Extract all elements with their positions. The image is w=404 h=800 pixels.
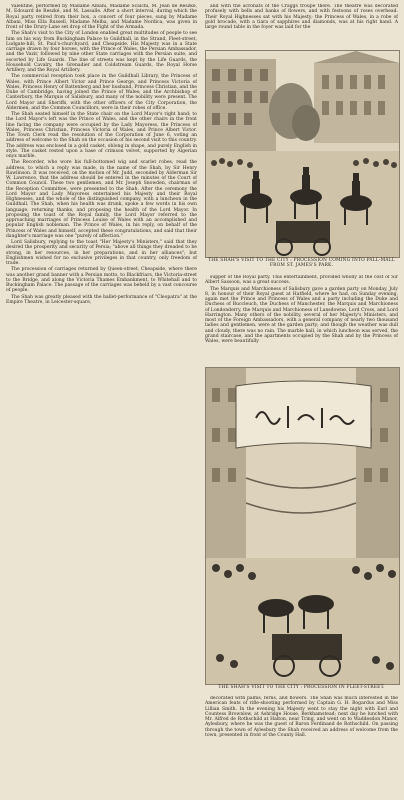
illustration-pall-mall-procession	[205, 50, 400, 258]
illustration-fleet-street-procession	[205, 367, 400, 685]
paragraph: decorated with palms, ferns, and flowers. The Shah was much interested in the American feats of rifle-shooting performed by Captain G. H. Bogardus and Miss Lillian Smith. In the evening his Majesty went to stay the night with Earl and Countess Brownlow, at Ashridge House, Berkhamstead; next day he lunched with Mr. Alfred de Rothschild at Halton, near Tring, and went on to Waddesdon Manor, Aylesbury, where he was the guest of Baron Ferdinand de Rothschild. On passing through the town of Aylesbury the Shah received an address of welcome from the town, presented in front of the County Hall.	[205, 696, 398, 738]
paragraph: supper of the Royal party. This entertainment, provided wholly at the cost of Sir Albert Sassoon, was a great success.	[205, 275, 398, 286]
paragraph: The Shah seated himself in the State chair on the Lord Mayor's right hand; to the Lord Mayor's left was the Prince of Wales, and the other chairs in the front line facing the company were occupied by the Lady Mayoress, the Princess of Wales, Princess Christian, Princess Victoria of Wales, and Prince Albert Victor. The Town Clerk read the resolution of the Corporation of June 6, voting an address of welcome to the Shah on the occasion of his second visit to this country. The address was enclosed in a gold casket, oblong in shape, and purely English in style. The casket rested upon a base of crimson velvet, supported by Algerian onyx marble.	[6, 112, 197, 159]
caption-bottom: THE SHAH'S VISIT TO THE CITY : PROCESSION IN FLEET-STREET.	[218, 685, 385, 690]
paragraph: and with the acrobats of the Craggs troupe there. The theatre was decorated profusely with bells and banks of flowers, and with festoons of roses overhead. Their Royal Highnesses sat with his Majesty; the Princess of Wales, in a robe of gold brocade, with a tiara of sapphires and diamonds, was at his right hand. A large round table in the foyer was laid for the	[205, 4, 398, 30]
caption-top: THE SHAH'S VISIT TO THE CITY : PROCESSION COMING INTO PALL-MALL FROM ST. JAMES'S PARK.	[208, 258, 395, 269]
paragraph: Valentine, performed by Madame Albani, Madame Scalchi, M. Jean de Reszké, M. Edouard de Reszké, and M. Lassalle. After a short interval, during which the Royal party retired from their box, a concert of four pieces, sung by Madame Albani, Miss Ella Russell, Madame Melba, and Madame Nordica, was given in front of the Drury-Lane set drop of the Fight of the Armada.	[6, 4, 197, 30]
right-bottom-text-column	[205, 696, 398, 796]
paragraph: The Recorder, who wore his full-bottomed wig and scarlet robes, read the address, to which a reply was made, in the name of the Shah, by Sir Henry Rawlinson. It was received, on the motion of Mr. Judd, seconded by Alderman Sir W. Lawrence, that the address should be entered in the minutes of the Court of Common Council. These two gentlemen, and Mr. Joseph Snowden, chairman of the Reception Committee, were presented to the Shah. After the ceremony the Lord Mayor and Lady Mayoress entertained his Majesty and their Royal Highnesses, and the whole of the distinguished company, with a luncheon in the Guildhall. The Shah, when his health was drunk, spoke a few words in his own language, returning thanks, and proposing the health of the Lord Mayor. In proposing the toast of the Royal family, the Lord Mayor referred to the approaching marriages of Princess Louise of Wales with an accomplished and popular English nobleman. The Prince of Wales, in his reply, on behalf of the Princess of Wales and himself, accepted these congratulations, and said that their daughter's marriage was one "purely of affection."	[6, 160, 197, 239]
paragraph: The procession of carriages returned by Queen-street, Cheapside, where there was another grand banner with a Persian motto, to Blackfriars, the Victoria-street to the Bridge, and along the Victoria Thames Embankment, to Whitehall and to Buckingham Palace. The passage of the carriages was beheld by a vast concourse of people.	[6, 267, 197, 294]
paragraph: The Shah's visit to the City of London enabled great multitudes of people to see him on his way from Buckingham Palace to Guildhall, in the Strand, Fleet-street, Ludgate-hill, St. Paul's-churchyard, and Cheapside. His Majesty was in a State carriage drawn by four horses, with the Prince of Wales, the Persian Ambassador, and the Vazir, followed by nine other State carriages with the Persian suite, and escorted by Life Guards. The line of streets was kept by the Life Guards, the Household Cavalry, the Grenadier and Coldstream Guards, the Royal Horse Artillery, and the Royal Artillery.	[6, 31, 197, 73]
paragraph: The Marquis and Marchioness of Salisbury gave a garden party on Monday, July 8, in honour of their Royal guest at Hatfield, where he had, on Sunday evening, again met the Prince and Princess of Wales and a party including the Duke and Duchess of Buccleuch, the Duchess of Manchester, the Marquis and Marchioness of Londonderry, the Marquis and Marchioness of Lansdowne, Lord Cross, and Lord Harrington. Many others of the nobility, several of her Majesty's Ministers, and most of the Foreign Ambassadors, with a general company of nearly two thousand ladies and gentlemen, were at the garden party; and though the weather was dull and cloudy, there was no rain. The marble hall, in which luncheon was served, the grand staircase, and the apartments occupied by the Shah and by the Princess of Wales, were beautifully	[205, 286, 398, 344]
paragraph: Lord Salisbury, replying to the toast "Her Majesty's Ministers," said that they desired the prosperity and security of Persia; "above all things they dreaded to be strong, in her resources, in her preparations, and in her alliances"; but Englishmen wished for no exclusive privileges in that country, only freedom of trade.	[6, 240, 197, 266]
paragraph: The commercial reception took place in the Guildhall Library, the Princess of Wales, with Prince Albert Victor and Prince George, and Princess Victoria of Wales, Princess Henry of Battenberg and her husband, Princess Christian, and the Duke of Cambridge, having joined the Prince of Wales; and the Archbishop of Canterbury, the Marquis of Salisbury, and many of the nobility were present. The Lord Mayor and Sheriffs, with the other officers of the City Corporation, the Aldermen, and the Common Councillors, were in their robes of office.	[6, 74, 197, 111]
right-top-text-column	[205, 4, 398, 48]
left-text-column	[6, 4, 197, 796]
right-middle-text-column	[205, 275, 398, 365]
paragraph: The Shah was greatly pleased with the ballet-performance of "Cleopatra" at the Empire Theatre, in Leicester-square,	[6, 294, 197, 305]
